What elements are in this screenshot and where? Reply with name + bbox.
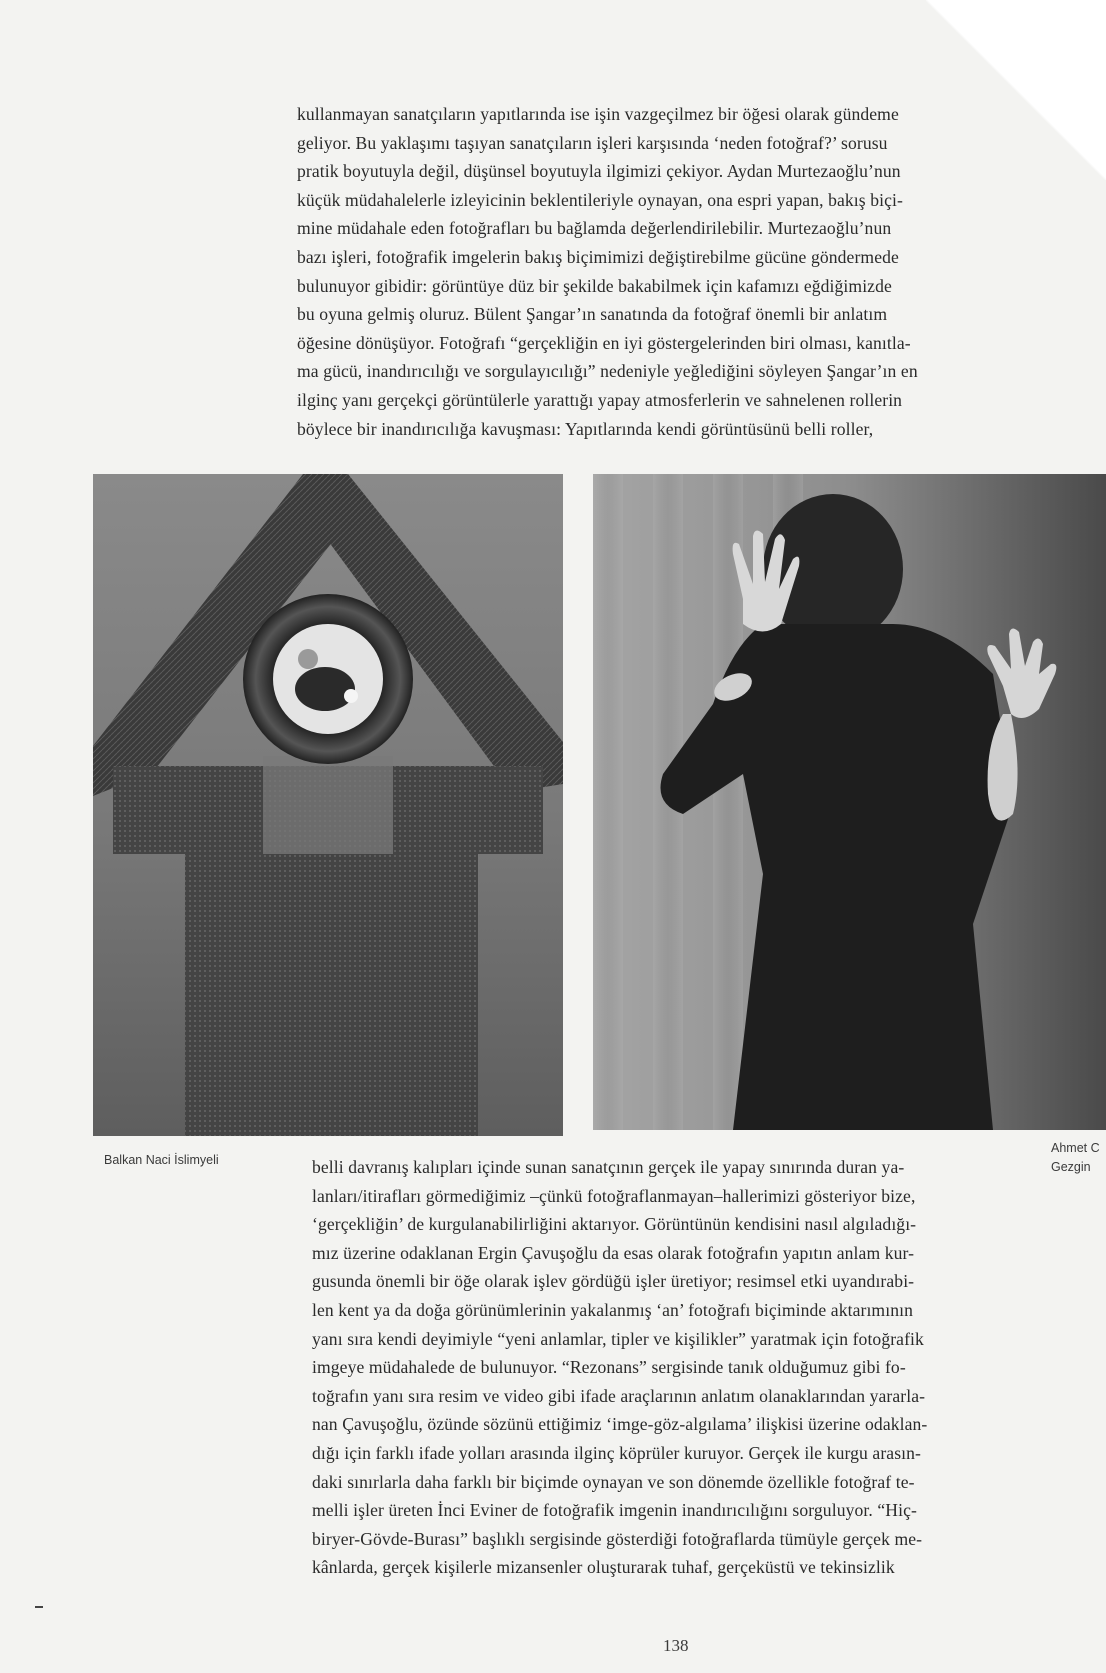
caption-line: Gezgin xyxy=(1051,1160,1091,1174)
photo-caption-right xyxy=(1051,1139,1106,1177)
text-line: len kent ya da doğa görünümlerinin yakalanmış ‘an’ fotoğrafı biçiminde aktarımının xyxy=(312,1299,913,1320)
shadow-figure-photo xyxy=(593,474,1106,1130)
bottom-paragraph xyxy=(312,1153,1047,1582)
text-line: lanları/itirafları görmediğimiz –çünkü fotoğraflanmayan–hallerimizi gösteriyor bize, xyxy=(312,1185,916,1206)
text-line: küçük müdahalelerle izleyicinin beklentileriyle oynayan, ona espri yapan, bakış biçi- xyxy=(297,189,903,210)
text-line: ilginç yanı gerçekçi görüntülerle yarattığı yapay atmosferlerin ve sahnelenen rollerin xyxy=(297,389,903,410)
top-paragraph xyxy=(297,100,1027,443)
text-line: belli davranış kalıpları içinde sunan sanatçının gerçek ile yapay sınırında duran ya- xyxy=(312,1157,905,1177)
text-line: bazı işleri, fotoğrafik imgelerin bakış biçimimizi değiştirebilme gücüne göndermede xyxy=(297,246,899,267)
sculpture-photo-graphic xyxy=(93,474,563,1136)
text-line: mız üzerine odaklanan Ergin Çavuşoğlu da esas olarak fotoğrafın yapıtın anlam kur- xyxy=(312,1242,915,1263)
text-line: ma gücü, inandırıcılığı ve sorgulayıcılığı” nedeniyle yeğlediğini söyleyen Şangar’ın en xyxy=(297,361,918,382)
text-line: mine müdahale eden fotoğrafları bu bağlamda değerlendirilebilir. Murtezaoğlu’nun xyxy=(297,218,892,239)
text-line: geliyor. Bu yaklaşımı taşıyan sanatçıların işleri karşısında ‘neden fotoğraf?’ sorusu xyxy=(297,132,888,153)
text-line: biryer-Gövde-Burası” başlıklı sergisinde gösterdiği fotoğraflarda tümüyle gerçek me- xyxy=(312,1528,923,1549)
text-line: imgeye müdahalede de bulunuyor. “Rezonans” sergisinde tanık olduğumuz gibi fo- xyxy=(312,1357,906,1378)
text-line: dığı için farklı ifade yolları arasında ilginç köprüler kuruyor. Gerçek ile kurgu arasın- xyxy=(312,1442,922,1463)
text-line: ‘gerçekliğin’ de kurgulanabilirliğini aktarıyor. Görüntünün kendisini nasıl algıladığı- xyxy=(312,1214,917,1235)
page-number: 138 xyxy=(663,1636,689,1655)
sculpture-photo xyxy=(93,474,563,1136)
text-line: toğrafın yanı sıra resim ve video gibi ifade araçlarının anlatım olanaklarından yararla- xyxy=(312,1385,926,1406)
margin-mark xyxy=(35,1606,43,1608)
text-line: pratik boyutuyla değil, düşünsel boyutuyla ilgimizi çekiyor. Aydan Murtezaoğlu’nun xyxy=(297,161,901,182)
text-line: böylece bir inandırıcılığa kavuşması: Yapıtlarında kendi görüntüsünü belli roller, xyxy=(297,418,874,439)
text-line: daki sınırlarla daha farklı bir biçimde oynayan ve son dönemde özellikle fotoğraf te- xyxy=(312,1471,915,1492)
text-line: bu oyuna gelmiş oluruz. Bülent Şangar’ın sanatında da fotoğraf önemli bir anlatım xyxy=(297,304,888,325)
text-line: bulunuyor gibidir: görüntüye düz bir şekilde bakabilmek için kafamızı eğdiğimizde xyxy=(297,275,892,296)
caption-line: Ahmet C xyxy=(1051,1141,1100,1155)
text-line: kânlarda, gerçek kişilerle mizansenler oluşturarak tuhaf, gerçeküstü ve tekinsizlik xyxy=(312,1557,895,1578)
text-line: nan Çavuşoğlu, özünde sözünü ettiğimiz ‘imge-göz-algılama’ ilişkisi üzerine odaklan- xyxy=(312,1414,928,1435)
text-line: öğesine dönüşüyor. Fotoğrafı “gerçekliğin en iyi göstergelerinden biri olması, kanıtla- xyxy=(297,332,911,353)
photo-caption-left: Balkan Naci İslimyeli xyxy=(104,1153,219,1167)
text-line: yanı sıra kendi deyimiyle “yeni anlamlar, tipler ve kişilikler” yaratmak için fotoğrafik xyxy=(312,1328,924,1349)
text-line: gusunda önemli bir öğe olarak işlev gördüğü işler üretiyor; resimsel etki uyandırabi- xyxy=(312,1271,915,1292)
shadow-figure-photo-graphic xyxy=(593,474,1106,1130)
text-line: melli işler üreten İnci Eviner de fotoğrafik imgenin inandırıcılığını sorguluyor. “Hiç- xyxy=(312,1500,917,1521)
text-line: kullanmayan sanatçıların yapıtlarında ise işin vazgeçilmez bir öğesi olarak gündeme xyxy=(297,104,899,124)
